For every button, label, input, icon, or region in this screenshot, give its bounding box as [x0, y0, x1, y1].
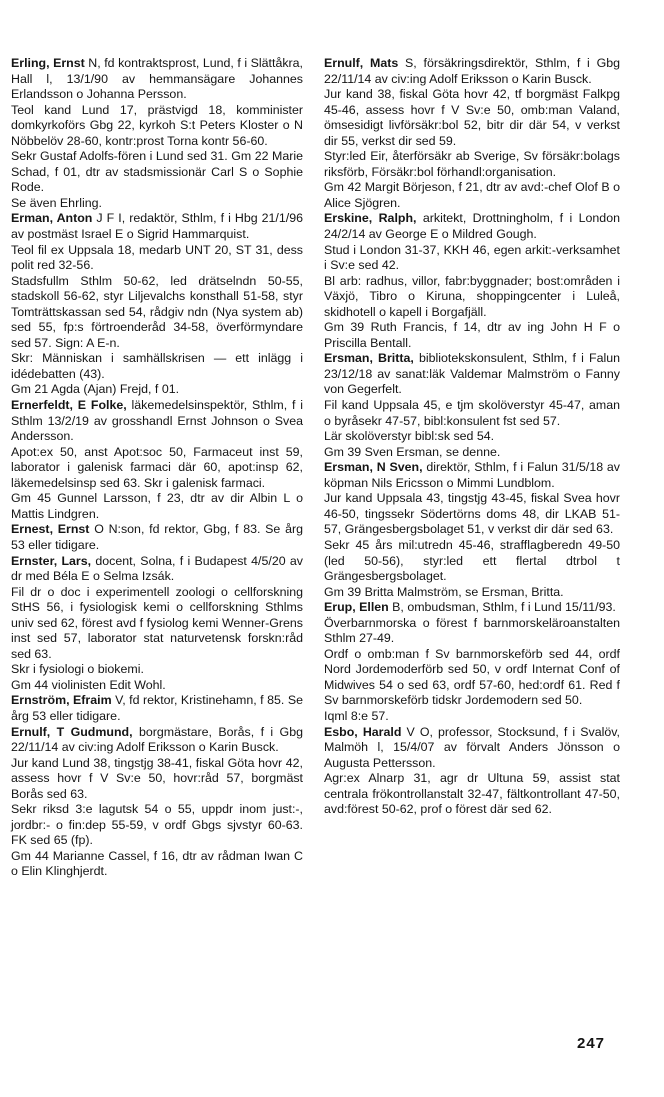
entry-text: docent, Solna, f i Budapest 4/5/20 av dr med Béla E o Selma Izsák.	[11, 553, 303, 584]
entry-paragraph: Gm 42 Margit Börjeson, f 21, dtr av avd:-chef Olof B o Alice Sjögren.	[324, 180, 620, 210]
entry-paragraph: Stud i London 31-37, KKH 46, egen arkit:-verksamhet i Sv:e sed 42.	[324, 242, 620, 273]
entry-paragraph: Gm 39 Britta Malmström, se Ersman, Britta.	[324, 584, 564, 599]
entry-paragraph: Gm 44 violinisten Edit Wohl.	[11, 677, 166, 692]
entry-paragraph: Sekr Gustaf Adolfs-fören i Lund sed 31. Gm 22 Marie Schad, f 01, dtr av stadsmissionär Carl S o Sophie Rode.	[11, 149, 303, 195]
page-number: 247	[577, 1035, 606, 1052]
entry-headword: Erskine, Ralph,	[324, 211, 417, 226]
entry-paragraph: Jur kand Lund 38, tingstjg 38-41, fiskal Göta hovr 42, assess hovr f V Sv:e 50, hovr:råd 57, borgmäst Borås sed 63.	[11, 755, 303, 801]
entry-headword: Erman, Anton	[11, 211, 93, 226]
entry	[11, 398, 303, 522]
entry-paragraph	[11, 522, 303, 553]
entry	[324, 351, 620, 460]
entry-text: bibliotekskonsulent, Sthlm, f i Falun 23/12/18 av sanat:läk Valdemar Malmström o Fanny von Gegerfelt.	[324, 351, 620, 397]
entry-text: V, fd rektor, Kristinehamn, f 85. Se årg 53 eller tidigare.	[11, 693, 303, 723]
entry-paragraph: Fil dr o doc i experimentell zoologi o cellforskning StHS 56, i fysiologisk kemi o cellforskning Sthlms univ sed 62, förest avd f fysiolog kemi Wenner-Grens inst sed 57, laborator stat naturvetensk forskn:råd sed 63.	[11, 584, 303, 661]
entry	[11, 211, 303, 398]
entry-paragraph: Överbarnmorska o förest f barnmorskeläroanstalten Sthlm 27-49.	[324, 615, 620, 646]
entry-paragraph: Agr:ex Alnarp 31, agr dr Ultuna 59, assist stat centrala frökontrollanstalt 32-47, fältkontrollant 47-50, avd:förest 50-62, prof o förest där sed 62.	[324, 771, 620, 817]
entry-paragraph	[11, 693, 303, 724]
entry-headword: Ersman, Britta,	[324, 351, 414, 366]
right-column	[324, 56, 620, 818]
entry-paragraph: Skr: Människan i samhällskrisen — ett inlägg i idédebatten (43).	[11, 351, 303, 381]
entry	[11, 725, 303, 880]
entry-paragraph	[11, 398, 303, 445]
entry-paragraph	[324, 600, 620, 616]
entry-paragraph: Gm 39 Sven Ersman, se denne.	[324, 444, 501, 459]
entry	[324, 56, 620, 211]
entry-text: O N:son, fd rektor, Gbg, f 83. Se årg 53 eller tidigare.	[11, 522, 303, 552]
entry-headword: Erling, Ernst	[11, 56, 85, 70]
entry-headword: Ernulf, T Gudmund,	[11, 724, 133, 739]
entry-paragraph: Styr:led Eir, återförsäkr ab Sverige, Sv försäkr:bolags riksförb, Försäkr:bol förhandl:organisation.	[324, 149, 620, 179]
entry-paragraph: Gm 39 Ruth Francis, f 14, dtr av ing John H F o Priscilla Bentall.	[324, 320, 620, 350]
entry-text: B, ombudsman, Sthlm, f i Lund 15/11/93.	[392, 600, 616, 615]
entry-paragraph: Gm 45 Gunnel Larsson, f 23, dtr av dir Albin L o Mattis Lindgren.	[11, 491, 303, 521]
entry-paragraph	[324, 351, 620, 398]
entry-paragraph: Gm 21 Agda (Ajan) Frejd, f 01.	[11, 382, 180, 397]
entry-paragraph: Skr i fysiologi o biokemi.	[11, 662, 144, 677]
entry	[11, 522, 303, 553]
entry-paragraph: Lär skolöverstyr bibl:sk sed 54.	[324, 429, 495, 444]
entry-headword: Ernster, Lars,	[11, 553, 92, 568]
entry-headword: Ersman, N Sven,	[324, 460, 423, 475]
entry	[324, 211, 620, 351]
entry-paragraph	[11, 725, 303, 756]
entry	[11, 56, 303, 211]
entry-paragraph	[11, 56, 303, 103]
left-column	[11, 56, 303, 880]
entry	[324, 460, 620, 600]
entry-paragraph: Teol fil ex Uppsala 18, medarb UNT 20, ST 31, dess polit red 32-56.	[11, 242, 303, 273]
entry-paragraph: Fil kand Uppsala 45, e tjm skolöverstyr 45-47, aman o byråsekr 47-57, bibl:konsulent fst sed 57.	[324, 398, 620, 428]
entry-text: S, försäkringsdirektör, Sthlm, f i Gbg 22/11/14 av civ:ing Adolf Eriksson o Karin Busck.	[324, 56, 620, 86]
entry-paragraph: Apot:ex 50, anst Apot:soc 50, Farmaceut inst 59, laborator i galenisk farmaci där 60, apot:insp 62, läkemedelsinsp sed 63. Skr i galenisk farmaci.	[11, 444, 303, 490]
entry	[11, 554, 303, 694]
entry-paragraph	[324, 56, 620, 87]
entry-text: V O, professor, Stocksund, f i Svalöv, Malmöh l, 15/4/07 av förvalt Anders Jönsson o Augusta Pettersson.	[324, 724, 620, 770]
entry-paragraph: Sekr riksd 3:e lagutsk 54 o 55, uppdr inom just:-, jordbr:- o fin:dep 55-59, v ordf Gbgs sjvstyr 60-63. FK sed 65 (fp).	[11, 802, 303, 848]
entry-paragraph	[324, 725, 620, 772]
entry-paragraph: Ordf o omb:man f Sv barnmorskeförb sed 44, ordf Nord Jordemoderförb sed 50, v ordf Internat Conf of Midwives 54 o sed 63, ordf 57-60, hed:ordf 61. Red f Sv barnmorskeförb tidskr Jordemodern sed 50.	[324, 646, 620, 708]
entry-paragraph	[324, 460, 620, 491]
entry-headword: Ernerfeldt, E Folke,	[11, 398, 127, 413]
entry-text: direktör, Sthlm, f i Falun 31/5/18 av köpman Nils Ericsson o Mimmi Lundblom.	[324, 460, 620, 490]
entry-paragraph: Bl arb: radhus, villor, fabr:byggnader; bost:områden i Växjö, Tibro o Kiruna, shoppingcenter i Luleå, skidhotell o kapell i Borgafjäll.	[324, 273, 620, 319]
entry-paragraph: Sekr 45 års mil:utredn 45-46, strafflagberedn 49-50 (led 50-56), styr:led ett flertal dtrbol t Grängesbergsbolaget.	[324, 537, 620, 584]
entry-text: N, fd kontraktsprost, Lund, f i Slättåkra, Hall l, 13/1/90 av hemmansägare Johannes Erlandsson o Johanna Persson.	[11, 56, 303, 102]
entry-paragraph: Gm 44 Marianne Cassel, f 16, dtr av rådman Iwan C o Elin Klinghjerdt.	[11, 848, 303, 879]
entry-paragraph: Iqml 8:e 57.	[324, 708, 389, 723]
entry-headword: Ernest, Ernst	[11, 522, 90, 537]
entry-headword: Erup, Ellen	[324, 600, 389, 615]
entry-paragraph: Stadsfullm Sthlm 50-62, led drätselndn 50-55, stadskoll 56-62, styr Liljevalchs konsthall 51-58, styr Tomträttskassan sed 54, rådgiv ndn (Nya system ab) sed 55, fp:s förtroenderåd 34-58, överförmyndare sed 57. Sign: A E-n.	[11, 273, 303, 350]
entry-paragraph	[11, 554, 303, 585]
entry-headword: Ernström, Efraim	[11, 693, 112, 708]
entry	[324, 600, 620, 724]
entry-text: borgmästare, Borås, f i Gbg 22/11/14 av civ:ing Adolf Eriksson o Karin Busck.	[11, 724, 303, 755]
entry-headword: Ernulf, Mats	[324, 56, 399, 70]
entry-paragraph	[11, 211, 303, 242]
entry-paragraph: Jur kand 38, fiskal Göta hovr 42, tf borgmäst Falkpg 45-46, assess hovr f V Sv:e 50, omb:man Valand, ömsesidigt livförsäkr:bol 52, bitr dir där 54, v verkst dir 55, verkst dir sed 59.	[324, 87, 620, 148]
entry-paragraph: Jur kand Uppsala 43, tingstjg 43-45, fiskal Svea hovr 46-50, tingssekr Södertörns doms 48, dir LKAB 51-57, Grängesbergsbolaget 51, v verkst dir där sed 63.	[324, 491, 620, 537]
entry-paragraph: Se även Ehrling.	[11, 195, 102, 210]
entry-text: J F I, redaktör, Sthlm, f i Hbg 21/1/96 av postmäst Israel E o Sigrid Hammarquist.	[11, 211, 303, 242]
entry	[11, 693, 303, 724]
entry-paragraph	[324, 211, 620, 242]
entry-text: läkemedelsinspektör, Sthlm, f i Sthlm 13/2/19 av grosshandl Ernst Johnson o Svea Andersson.	[11, 398, 303, 444]
entry-text: arkitekt, Drottningholm, f i London 24/2/14 av George E o Mildred Gough.	[324, 211, 620, 242]
entry-paragraph: Teol kand Lund 17, prästvigd 18, komminister domkyrkoförs Gbg 22, kyrkoh S:t Peters Kloster o N Nöbbelöv 28-60, kontr:prost Torna kontr 56-60.	[11, 102, 303, 148]
entry-headword: Esbo, Harald	[324, 724, 402, 739]
entry	[324, 725, 620, 818]
